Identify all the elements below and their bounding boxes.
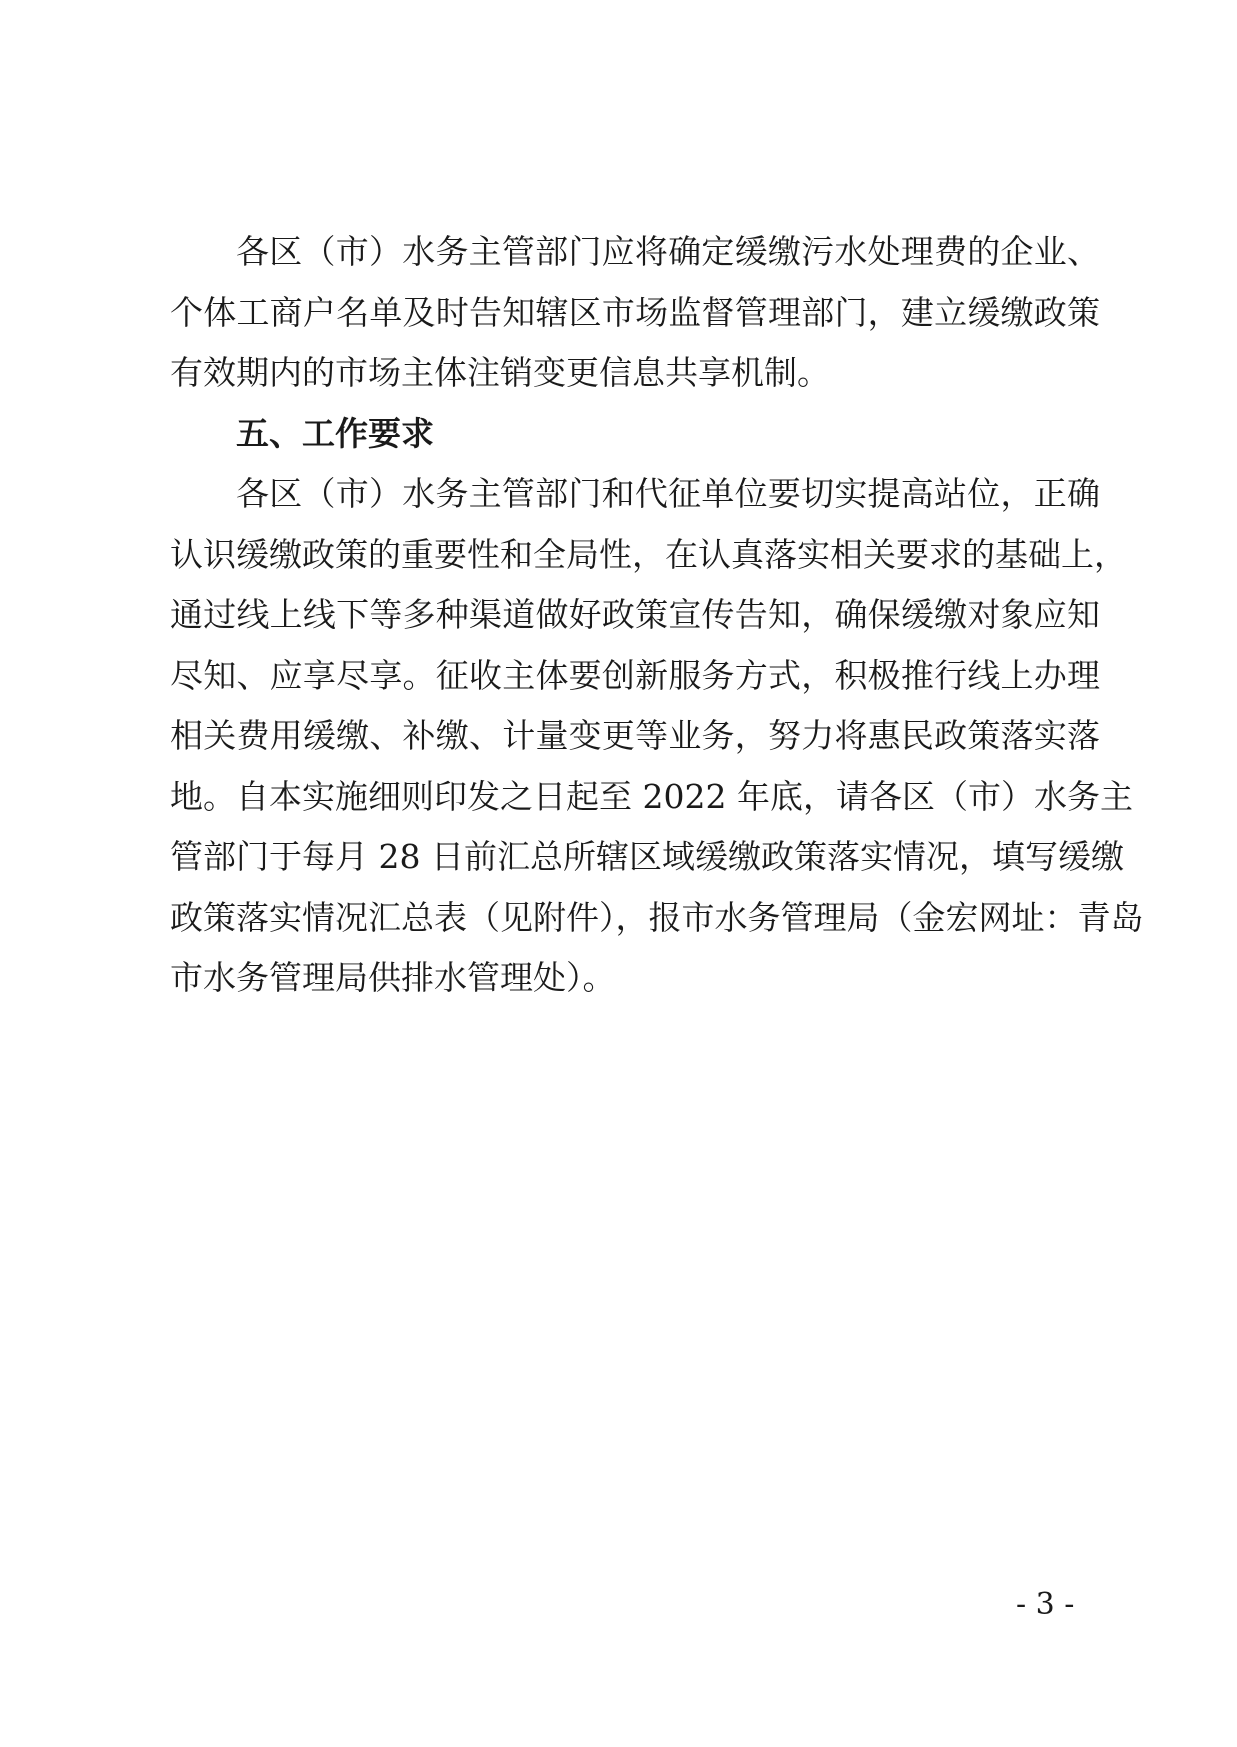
paragraph-line: 个体工商户名单及时告知辖区市场监督管理部门，建立缓缴政策 <box>170 292 1100 332</box>
paragraph-line: 通过线上线下等多种渠道做好政策宣传告知，确保缓缴对象应知 <box>170 595 1100 634</box>
paragraph-line: 有效期内的市场主体注销变更信息共享机制。 <box>170 353 830 392</box>
paragraph-line: 地。自本实施细则印发之日起至 2022 年底，请各区（市）水务主 <box>170 776 1133 816</box>
paragraph-work-requirements <box>170 464 1144 1009</box>
paragraph-line: 政策落实情况汇总表（见附件），报市水务管理局（金宏网址：青岛 <box>170 897 1144 937</box>
paragraph-line: 市水务管理局供排水管理处）。 <box>170 958 616 997</box>
paragraph-line: 认识缓缴政策的重要性和全局性，在认真落实相关要求的基础上， <box>170 534 1127 574</box>
section-heading: 五、工作要求 <box>236 413 434 453</box>
paragraph-line: 各区（市）水务主管部门应将确定缓缴污水处理费的企业、 <box>236 232 1100 271</box>
paragraph-line: 管部门于每月 28 日前汇总所辖区域缓缴政策落实情况，填写缓缴 <box>170 837 1124 876</box>
paragraph-market-info-sharing <box>170 222 1100 404</box>
paragraph-line: 尽知、应享尽享。征收主体要创新服务方式，积极推行线上办理 <box>170 655 1100 695</box>
document-body <box>170 222 1144 1009</box>
page-number: - 3 - <box>1016 1587 1075 1622</box>
paragraph-line: 相关费用缓缴、补缴、计量变更等业务，努力将惠民政策落实落 <box>170 716 1100 755</box>
paragraph-line: 各区（市）水务主管部门和代征单位要切实提高站位，正确 <box>236 474 1100 513</box>
